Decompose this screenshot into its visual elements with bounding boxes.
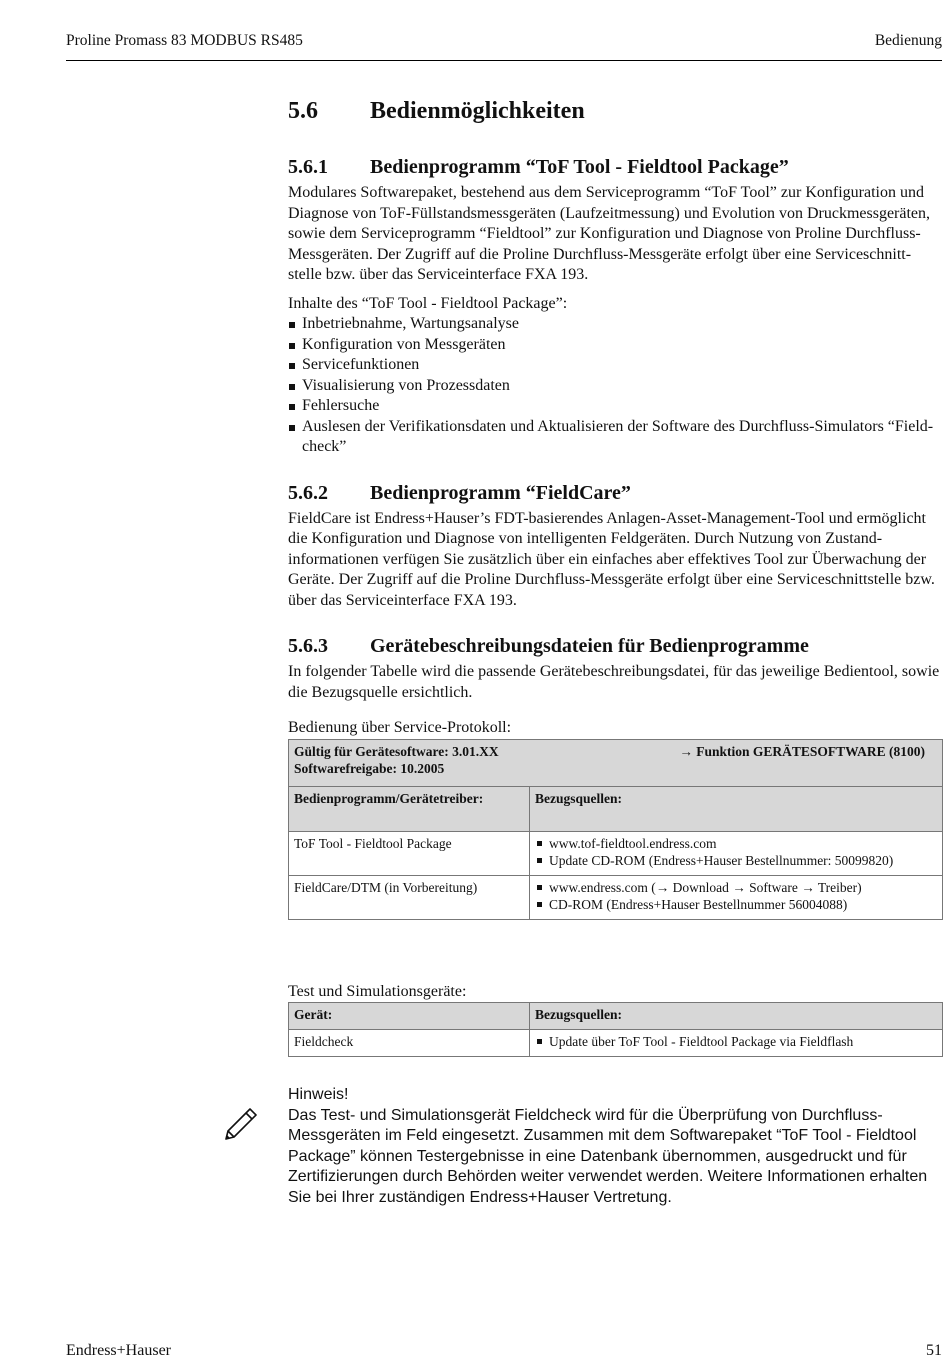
tof-tool-contents-intro: Inhalte des “ToF Tool - Fieldtool Package”: (288, 294, 568, 312)
footer-company: Endress+Hauser (66, 1342, 171, 1359)
section-5-6-heading (288, 94, 942, 128)
section-title: Gerätebeschreibungsdateien für Bedienprogramme (370, 635, 809, 657)
section-number: 5.6.3 (288, 635, 328, 657)
list-item: www.tof-fieldtool.endress.com (535, 835, 937, 852)
table-cell (530, 875, 943, 919)
function-reference: → Funktion GERÄTESOFTWARE (8100) (679, 743, 925, 759)
section-5-6-1-heading (288, 153, 942, 181)
list-item: CD-ROM (Endress+Hauser Bestellnummer 56004088) (535, 896, 937, 913)
table-cell: ToF Tool - Fieldtool Package (289, 831, 530, 875)
table-cell (530, 1030, 943, 1057)
table-cell (530, 831, 943, 875)
table-row (289, 831, 943, 875)
table-row (289, 1030, 943, 1057)
running-header-chapter: Bedienung (874, 32, 942, 49)
table-row (289, 875, 943, 919)
table-cell: Fieldcheck (289, 1030, 530, 1057)
table-cell: FieldCare/DTM (in Vorbereitung) (289, 875, 530, 919)
page-number: 51 (926, 1342, 942, 1359)
tof-tool-paragraph: Modulares Softwarepaket, bestehend aus dem Serviceprogramm “ToF Tool” zur Konfiguration und Diagnose von ToF-Füllstandsmessgeräten (Laufzeitmessung) und Evolution von Druckmessgeräten, sowie dem Serviceprogramm “Fieldtool” zur Konfiguration und Diagnose von Proline Durchfluss-Messgeräten. Der Zugriff auf die Proline Durchfluss-Messgeräte erfolgt über eine Serviceschnitt-stelle bzw. über das Serviceinterface FXA 193. (288, 184, 931, 283)
section-number: 5.6.2 (288, 481, 328, 504)
fieldcare-paragraph: FieldCare ist Endress+Hauser’s FDT-basierendes Anlagen-Asset-Management-Tool und ermöglicht die Konfiguration und Diagnose von intelligenten Feldgeräten. Durch Nutzung von Zustand-informationen verfügen Sie zusätzlich über ein einfaches aber effektives Tool zur Überwachung der Geräte. Der Zugriff auf die Proline Durchfluss-Messgeräte erfolgt über eine Serviceschnittstelle bzw. über das Serviceinterface FXA 193. (288, 509, 935, 609)
table-column-header-row (289, 786, 943, 831)
list-item: Fehlersuche (288, 396, 942, 417)
list-item: Update über ToF Tool - Fieldtool Package via Fieldflash (535, 1033, 937, 1050)
section-title: Bedienprogramm “FieldCare” (370, 481, 631, 504)
column-header: Gerät: (289, 1003, 530, 1030)
note-block (288, 1085, 942, 1208)
main-content (288, 94, 942, 1208)
note-title: Hinweis! (288, 1086, 349, 1103)
column-header: Bedienprogramm/Gerätetreiber: (289, 786, 530, 831)
section-number: 5.6.1 (288, 156, 328, 178)
list-item: www.endress.com (→ Download → Software → Treiber) (535, 879, 937, 896)
table2-caption: Test und Simulationsgeräte: (288, 982, 467, 1000)
section-title: Bedienmöglichkeiten (370, 98, 585, 124)
test-simulation-table (288, 1002, 943, 1057)
running-header-title: Proline Promass 83 MODBUS RS485 (66, 32, 303, 49)
table-column-header-row (289, 1003, 943, 1030)
list-item: Visualisierung von Prozessdaten (288, 376, 942, 397)
list-item: Inbetriebnahme, Wartungsanalyse (288, 314, 942, 335)
column-header: Bezugsquellen: (530, 1003, 943, 1030)
column-header: Bezugsquellen: (530, 786, 943, 831)
list-item: Auslesen der Verifikationsdaten und Aktualisieren der Software des Durchfluss-Simulators “Field-check” (288, 417, 942, 458)
header-rule (66, 60, 942, 61)
table-header-row (289, 739, 943, 786)
list-item: Konfiguration von Messgeräten (288, 335, 942, 356)
valid-software-label: Gültig für Gerätesoftware: 3.01.XX (294, 743, 499, 759)
software-version-cell (289, 739, 943, 786)
service-protocol-table (288, 739, 943, 920)
table1-caption: Bedienung über Service-Protokoll: (288, 719, 512, 736)
note-text: Das Test- und Simulationsgerät Fieldcheck wird für die Überprüfung von Durchfluss-Messgeräten im Feld eingesetzt. Zusammen mit dem Softwarepaket “ToF Tool - Fieldtool Package” können Testergebnisse in eine Datenbank übernommen, ausgedruckt und für Zertifizierungen durch Behörden weiter verwendet werden. Weitere Informationen erhalten Sie bei Ihrer zuständigen Endress+Hauser Vertretung. (288, 1106, 928, 1206)
source-list (535, 1033, 937, 1050)
source-list (535, 879, 937, 913)
tof-tool-contents-list (288, 314, 942, 458)
section-5-6-2-heading (288, 479, 942, 507)
source-list (535, 835, 937, 869)
pencil-icon (220, 1106, 260, 1142)
software-release-label: Softwarefreigabe: 10.2005 (294, 760, 445, 776)
list-item: Servicefunktionen (288, 355, 942, 376)
list-item: Update CD-ROM (Endress+Hauser Bestellnummer: 50099820) (535, 852, 937, 869)
section-title: Bedienprogramm “ToF Tool - Fieldtool Package” (370, 156, 789, 178)
section-5-6-3-heading (288, 632, 942, 660)
section-number: 5.6 (288, 98, 318, 124)
device-description-paragraph: In folgender Tabelle wird die passende Gerätebeschreibungsdatei, für das jeweilige Bedientool, sowie die Bezugsquelle ersichtlich. (288, 663, 940, 701)
